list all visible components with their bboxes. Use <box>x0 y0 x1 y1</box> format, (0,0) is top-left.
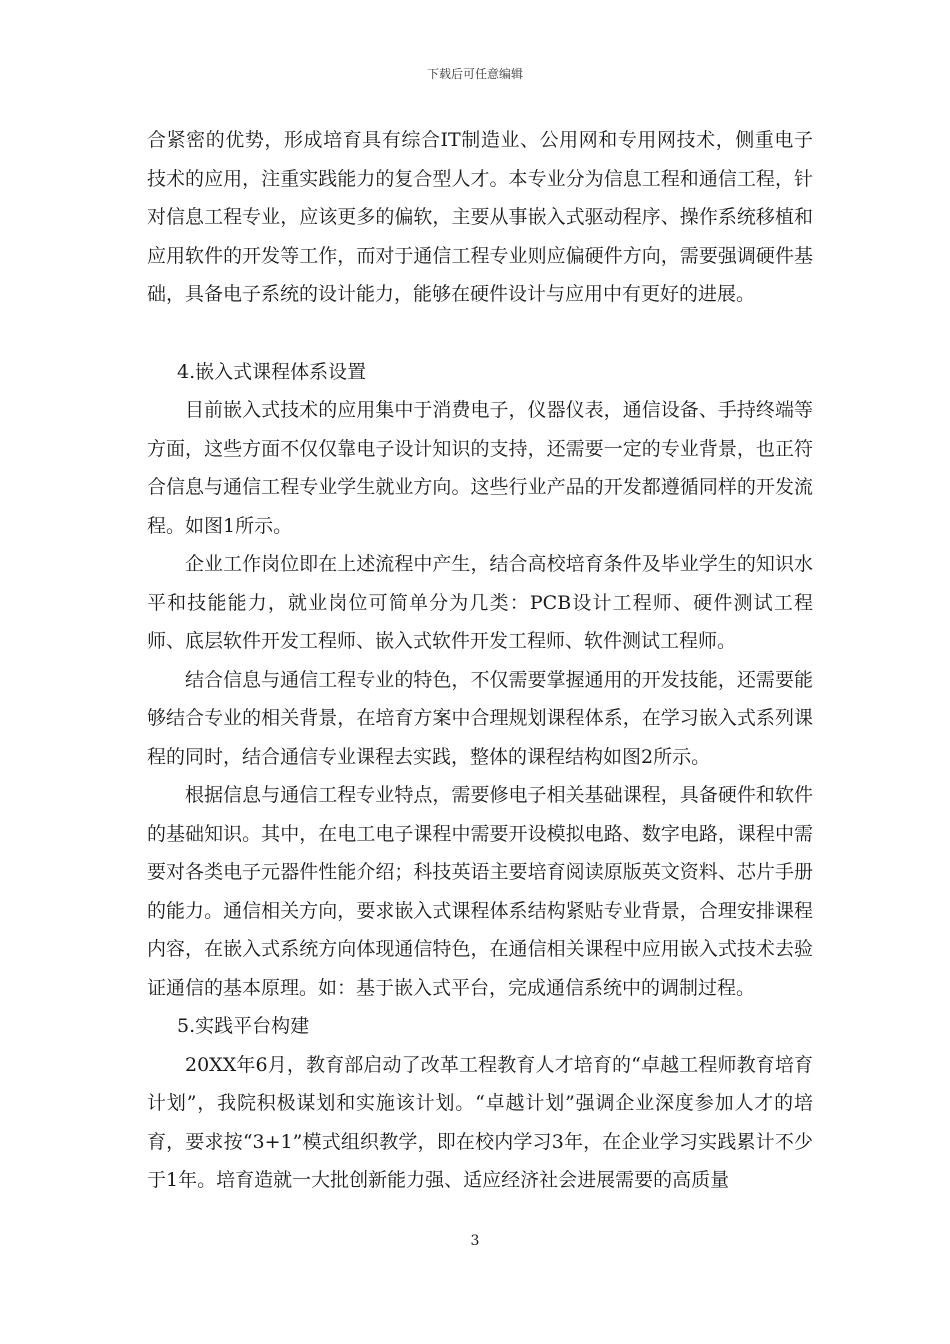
page-header: 下载后可任意编辑 <box>426 67 523 81</box>
page-number: 3 <box>470 1233 480 1249</box>
document-body <box>147 121 813 1200</box>
section-4-paragraph-1: 目前嵌入式技术的应用集中于消费电子，仪器仪表，通信设备、手持终端等方面，这些方面不仅仅靠电子设计知识的支持，还需要一定的专业背景，也正符合信息与通信工程专业学生就业方向。这些行业产品的开发都遵循同样的开发流程。如图1所示。 <box>147 399 813 537</box>
section-5-heading: 5.实践平台构建 <box>177 1015 310 1037</box>
intro-paragraph: 合紧密的优势，形成培育具有综合IT制造业、公用网和专用网技术，侧重电子技术的应用，注重实践能力的复合型人才。本专业分为信息工程和通信工程，针对信息工程专业，应该更多的偏软，主要从事嵌入式驱动程序、操作系统移植和应用软件的开发等工作，而对于通信工程专业则应偏硬件方向，需要强调硬件基础，具备电子系统的设计能力，能够在硬件设计与应用中有更好的进展。 <box>147 129 813 305</box>
section-5-paragraph-1: 20XX年6月，教育部启动了改革工程教育人才培育的“卓越工程师教育培育计划”，我院积极谋划和实施该计划。“卓越计划”强调企业深度参加人才的培育，要求按“3+1”模式组织教学，即在校内学习3年，在企业学习实践累计不少于1年。培育造就一大批创新能力强、适应经济社会进展需要的高质量 <box>147 1053 813 1191</box>
paragraph-gap <box>147 314 813 353</box>
section-4-paragraph-2: 企业工作岗位即在上述流程中产生，结合高校培育条件及毕业学生的知识水平和技能能力，就业岗位可简单分为几类：PCB设计工程师、硬件测试工程师、底层软件开发工程师、嵌入式软件开发工程师、软件测试工程师。 <box>147 553 813 652</box>
section-4-paragraph-4: 根据信息与通信工程专业特点，需要修电子相关基础课程，具备硬件和软件的基础知识。其中，在电工电子课程中需要开设模拟电路、数字电路，课程中需要对各类电子元器件性能介绍；科技英语主要培育阅读原版英文资料、芯片手册的能力。通信相关方向，要求嵌入式课程体系结构紧贴专业背景，合理安排课程内容，在嵌入式系统方向体现通信特色，在通信相关课程中应用嵌入式技术去验证通信的基本原理。如：基于嵌入式平台，完成通信系统中的调制过程。 <box>147 784 813 999</box>
section-4-heading: 4.嵌入式课程体系设置 <box>177 360 367 383</box>
section-4-paragraph-3: 结合信息与通信工程专业的特色，不仅需要掌握通用的开发技能，还需要能够结合专业的相关背景，在培育方案中合理规划课程体系，在学习嵌入式系列课程的同时，结合通信专业课程去实践，整体的课程结构如图2所示。 <box>147 668 813 768</box>
